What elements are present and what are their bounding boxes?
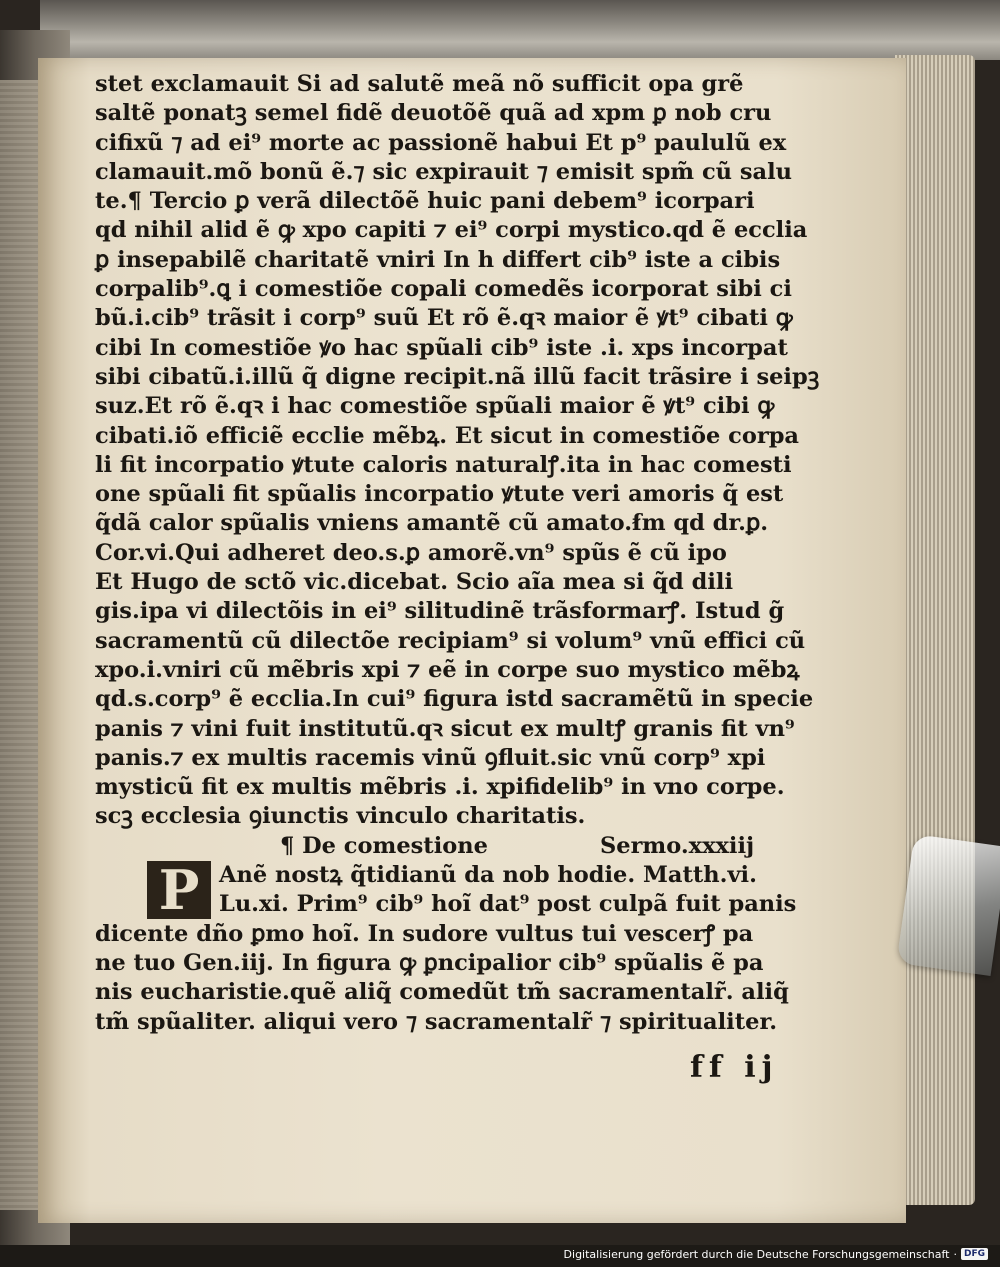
dfg-logo: DFG [961,1248,988,1260]
plastic-page-clip [896,834,1000,976]
text-line: nis eucharistie.quẽ aliq̃ comedũt tm̃ sacramentalr̃. aliq̃ [95,979,789,1006]
text-line: ꝑ insepabilẽ charitatẽ vniri In h differt cib⁹ iste a cibis [95,246,781,273]
text-line: qd nihil alid ẽ ꝙ xpo capiti ⁊ ei⁹ corpi mystico.qd ẽ ecclia [95,217,808,244]
text-line: panis ⁊ vini fuit institutũ.qꝛ sicut ex multꝭ granis fit vn⁹ [95,715,795,742]
page-stack-edges [895,55,975,1205]
text-block-before-heading [95,70,835,832]
text-line: tm̃ spũaliter. aliqui vero ⁊ sacramentalr̃ ⁊ spiritualiter. [95,1008,778,1035]
text-line: saltẽ ponatꝫ semel fidẽ deuotõẽ quã ad xpm ꝑ nob cru [95,100,772,127]
text-line: Cor.vi.Qui adheret deo.s.ꝑ amorẽ.vn⁹ spũs ẽ cũ ipo [95,539,727,566]
text-line: qd.s.corp⁹ ẽ ecclia.In cui⁹ figura istd sacramẽtũ in specie [95,686,814,713]
text-line: sibi cibatũ.i.illũ q̃ digne recipit.nã illũ facit trãsire i seipꝫ [95,363,820,390]
text-line: panis.⁊ ex multis racemis vinũ ꝯfluit.sic vnũ corp⁹ xpi [95,744,766,771]
text-line: q̃dã calor spũalis vniens amantẽ cũ amato.ẜm qd dr.ꝑ. [95,510,769,537]
sermon-number: Sermo.xxxiij [600,832,755,859]
text-line: li fit incorpatio ꝟtute caloris naturalꝭ.ita in hac comesti [95,451,792,478]
signature-mark: ff ij [690,1050,779,1085]
text-line: xpo.i.vniri cũ mẽbris xpi ⁊ eẽ in corpe suo mystico mẽbꝝ [95,656,800,683]
text-line: suz.Et rõ ẽ.qꝛ i hac comestiõe spũali maior ẽ ꝟt⁹ cibi ꝙ [95,393,775,420]
credit-text: Digitalisierung gefördert durch die Deutsche Forschungsgemeinschaft [563,1247,950,1261]
text-line: mysticũ fit ex multis mẽbris .i. xpifidelib⁹ in vno corpe. [95,774,785,801]
text-line: stet exclamauit Si ad salutẽ meã nõ sufficit opa grẽ [95,71,744,97]
text-line: bũ.i.cib⁹ trãsit i corp⁹ suũ Et rõ ẽ.qꝛ maior ẽ ꝟt⁹ cibati ꝙ [95,305,793,332]
section-heading: ¶ De comestione [280,832,488,859]
dropcap-paragraph [95,858,835,1037]
text-line: cifixũ ⁊ ad ei⁹ morte ac passionẽ habui Et p⁹ paululũ ex [95,129,787,156]
text-line: ne tuo Gen.iij. In figura ꝙ ꝑncipalior cib⁹ spũalis ẽ pa [95,949,764,976]
dropcap-initial: P [147,861,211,919]
digitization-credit: Digitalisierung gefördert durch die Deutsche Forschungsgemeinschaft · DFG [564,1245,988,1263]
book-cover-top-edge [40,0,1000,60]
text-line: one spũali fit spũalis incorpatio ꝟtute veri amoris q̃ est [95,481,784,508]
text-line: scꝫ ecclesia ꝯiunctis vinculo charitatis. [95,803,586,830]
text-line: sacramentũ cũ dilectõe recipiam⁹ si volum⁹ vnũ effici cũ [95,627,806,654]
text-line: Et Hugo de sctõ vic.dicebat. Scio aĩa mea si q̃d dili [95,569,733,596]
text-line: clamauit.mõ bonũ ẽ.⁊ sic expirauit ⁊ emisit spm̃ cũ salu [95,158,792,185]
text-line: cibati.iõ efficiẽ ecclie mẽbꝝ. Et sicut in comestiõe corpa [95,422,800,449]
text-line: te.¶ Tercio ꝑ verã dilectõẽ huic pani debem⁹ icorpari [95,188,755,215]
text-line: corpalib⁹.ꝗ i comestiõe copali comedẽs icorporat sibi ci [95,276,792,303]
text-line: Anẽ nostꝝ q̃tidianũ da nob hodie. Matth.vi. [219,862,757,889]
page-text [95,70,835,1037]
section-heading-line [95,832,835,861]
text-line: cibi In comestiõe ꝟo hac spũali cib⁹ iste .i. xps incorpat [95,334,788,361]
text-line: Lu.xi. Prim⁹ cib⁹ hoĩ dat⁹ post culpã fuit panis [219,891,797,918]
text-line: gis.ipa vi dilectõis in ei⁹ silitudinẽ trãsformarꝭ. Istud g̃ [95,598,785,625]
text-line: dicente dño ꝑmo hoĩ. In sudore vultus tui vescerꝭ pa [95,920,754,947]
